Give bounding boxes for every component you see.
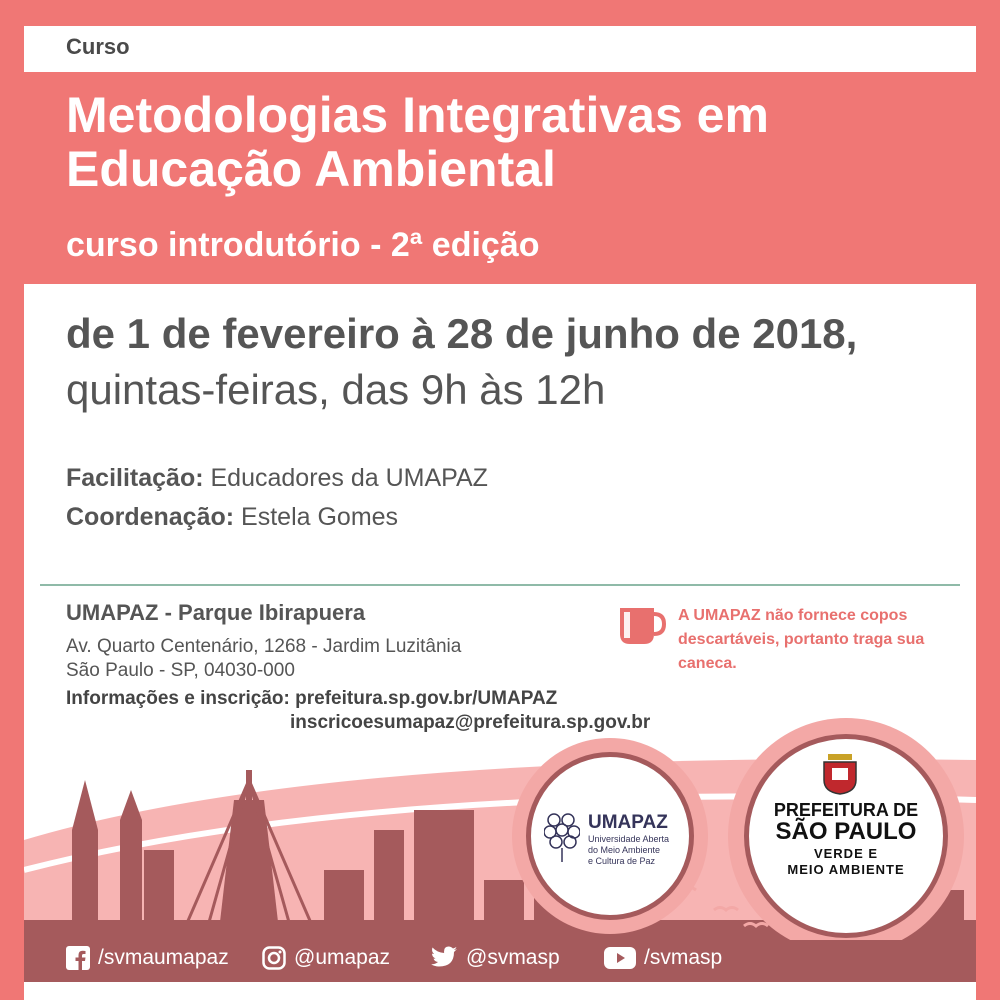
course-title-line1: Metodologias Integrativas em [66,87,769,143]
twitter-icon [430,946,458,970]
twitter-handle: @svmasp [466,946,560,969]
facilitation-label: Facilitação: [66,464,204,492]
twitter-link[interactable] [430,946,560,970]
venue-place: - Parque Ibirapuera [158,600,366,625]
facebook-icon [66,946,90,970]
facebook-handle: /svmaumapaz [98,946,229,969]
divider [40,584,960,586]
prefeitura-line1: PREFEITURA DE [773,800,919,820]
facilitation-value: Educadores da UMAPAZ [203,464,488,492]
schedule-hours: quintas-feiras, das 9h às 12h [66,366,606,413]
venue-name [66,600,365,626]
coordination-label: Coordenação: [66,503,235,531]
umapaz-logo-sub2: do Meio Ambiente [588,845,661,855]
schedule-dates: de 1 de fevereiro à 28 de junho de 2018, [66,310,858,357]
prefeitura-line4: MEIO AMBIENTE [787,862,905,877]
cup-notice-line2: descartáveis, portanto traga sua caneca. [678,631,925,672]
umapaz-logo-sub3: e Cultura de Paz [588,856,656,866]
venue-org: UMAPAZ [66,600,159,625]
youtube-link[interactable] [604,946,722,970]
course-title-line2: Educação Ambiental [66,141,556,197]
facebook-link[interactable] [66,946,229,970]
coordination-line [66,503,398,532]
cup-notice [678,604,968,676]
course-title [66,88,966,196]
youtube-handle: /svmasp [644,946,723,969]
prefeitura-line3: VERDE E [813,846,879,861]
instagram-icon [262,946,286,970]
flower-icon [544,812,580,864]
prefeitura-line2: SÃO PAULO [775,818,917,845]
registration-info[interactable]: Informações e inscrição: prefeitura.sp.gov.br/UMAPAZ [66,688,558,709]
cup-notice-line1: A UMAPAZ não fornece copos [678,607,908,624]
facilitation-line [66,464,488,493]
umapaz-logo-title: UMAPAZ [588,812,668,833]
coordination-value: Estela Gomes [234,503,399,531]
tag-bar [24,26,976,72]
cup-icon [614,604,666,648]
instagram-handle: @umapaz [294,946,391,969]
address-line1: Av. Quarto Centenário, 1268 - Jardim Luzitânia [66,636,462,657]
umapaz-logo-sub1: Universidade Aberta [588,834,670,844]
city-coat-of-arms-icon [820,752,860,796]
youtube-icon [604,946,636,970]
instagram-link[interactable] [262,946,390,970]
course-subtitle: curso introdutório - 2ª edição [66,226,540,264]
course-tag: Curso [66,34,130,59]
address-line2: São Paulo - SP, 04030-000 [66,660,295,681]
registration-email[interactable]: inscricoesumapaz@prefeitura.sp.gov.br [290,712,651,733]
